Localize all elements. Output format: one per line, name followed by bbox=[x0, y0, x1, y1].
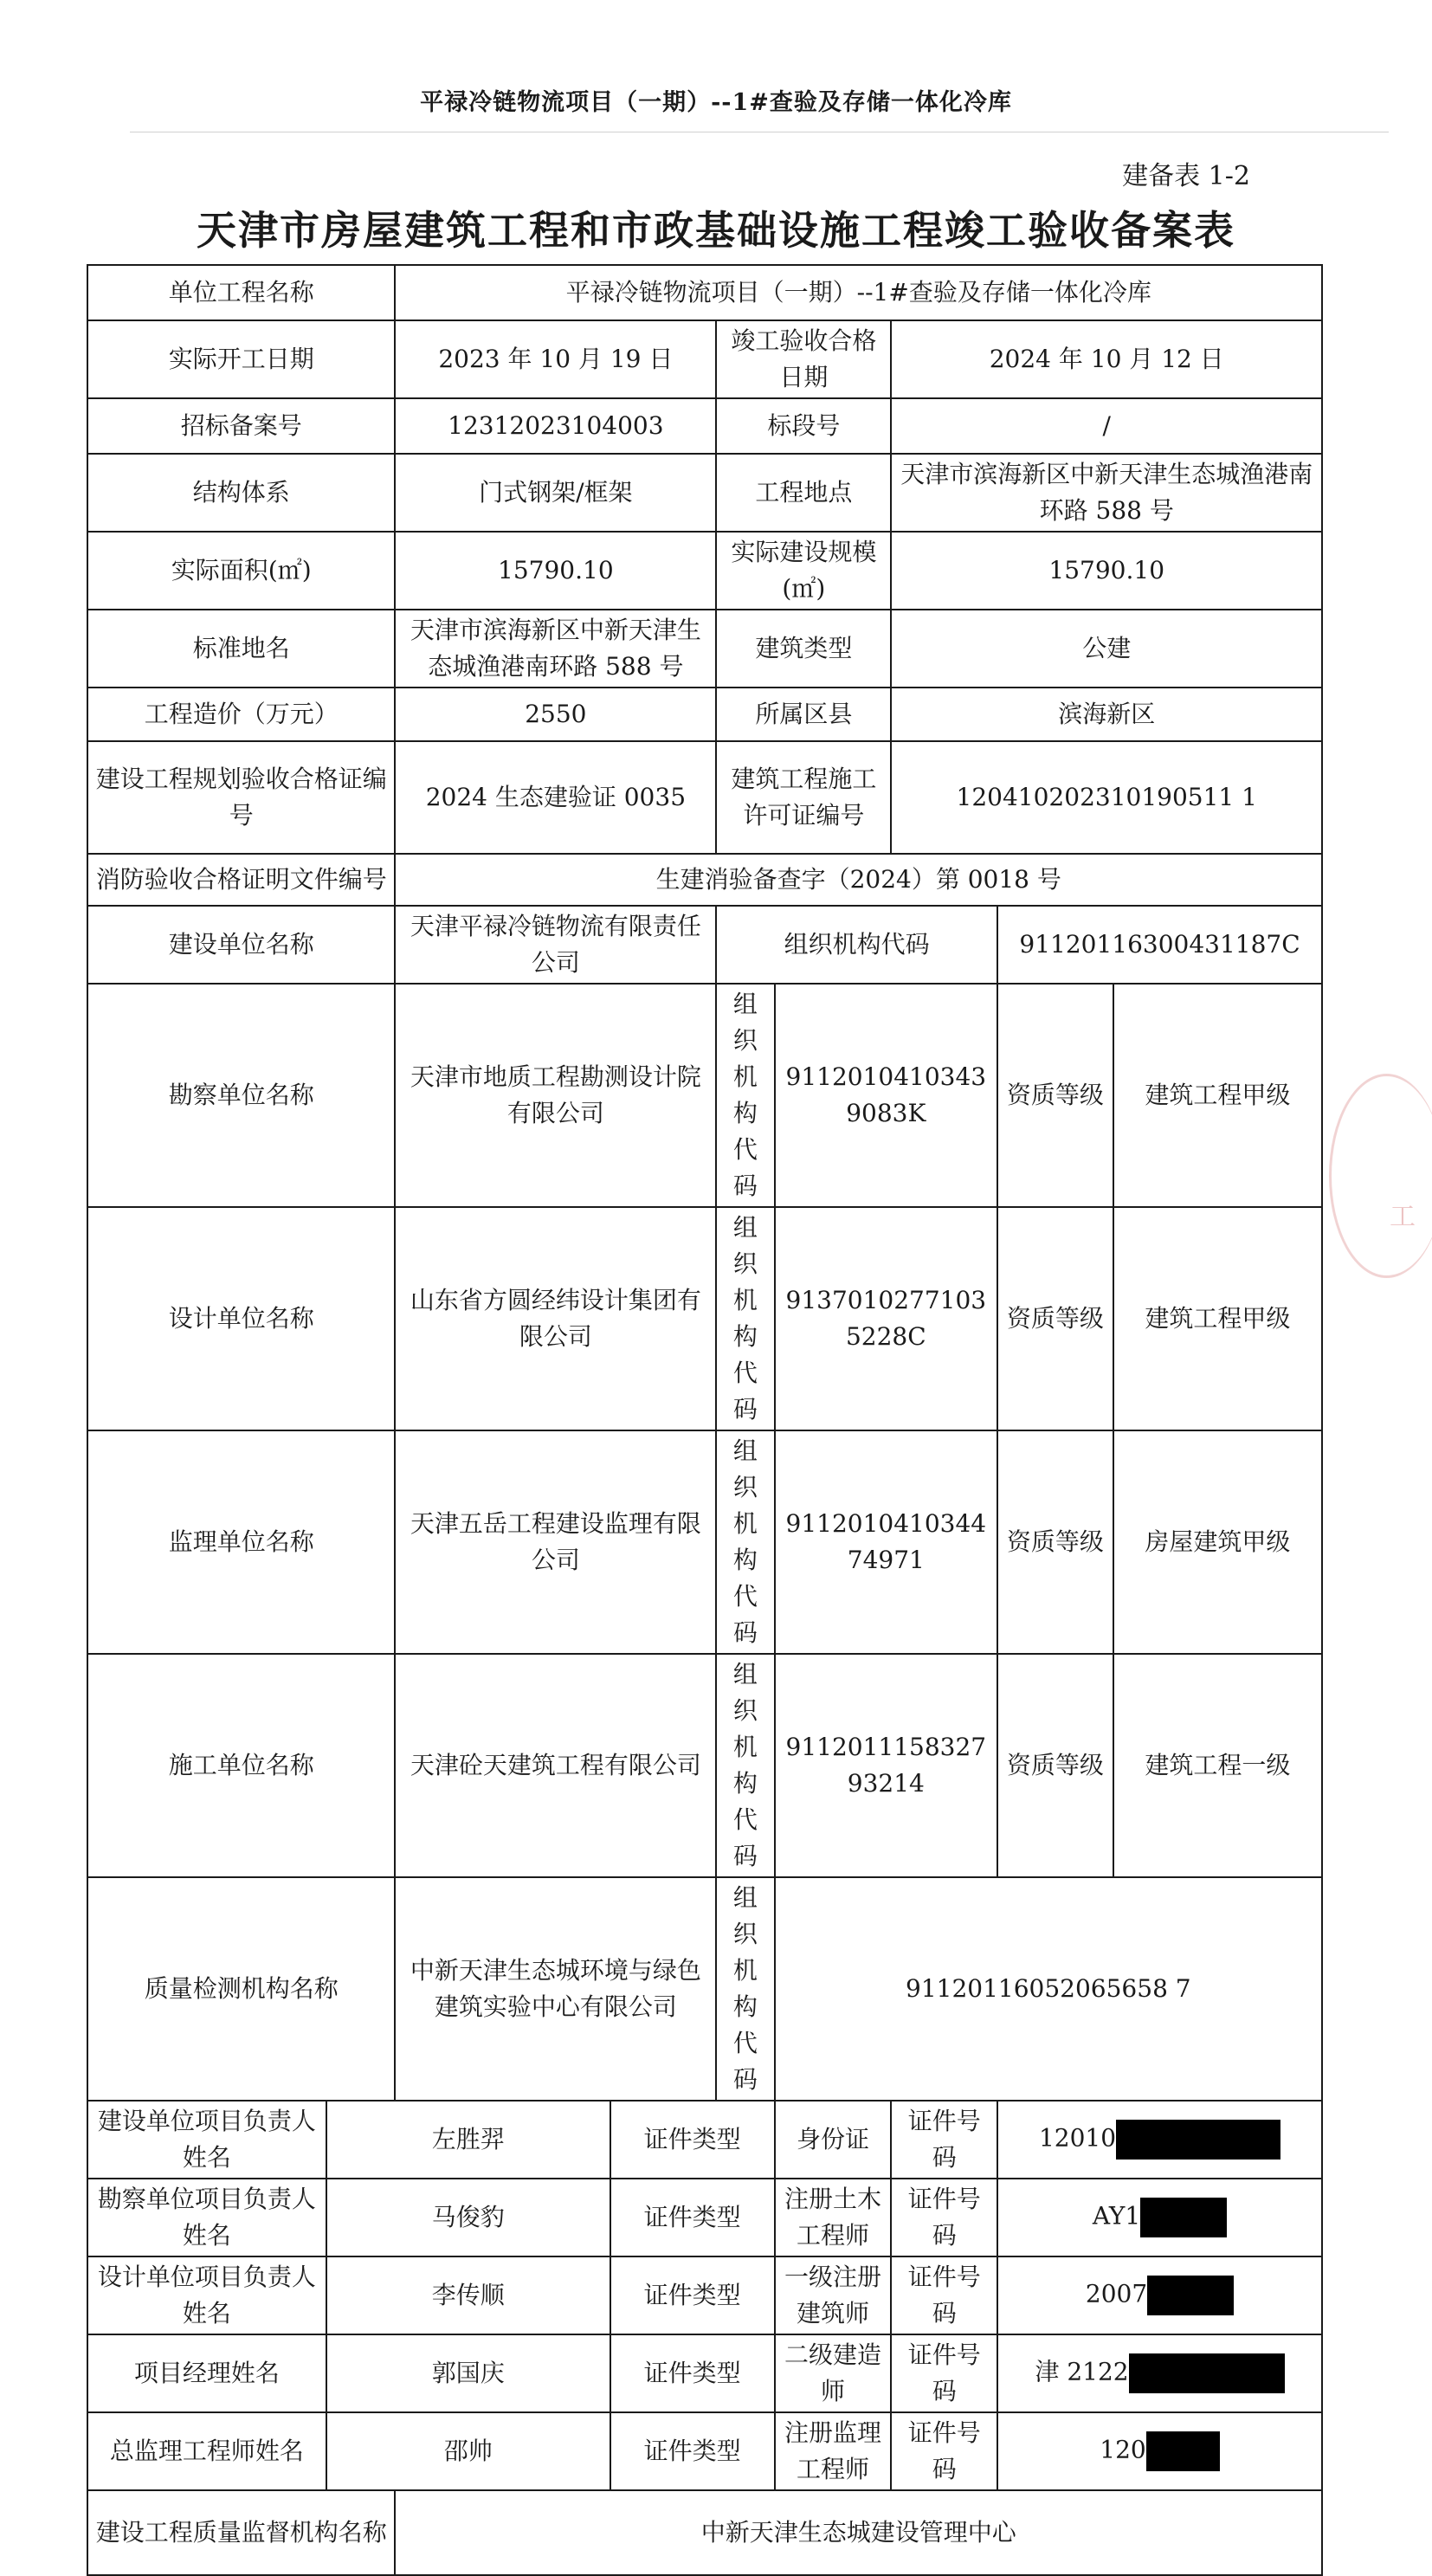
label-cert-no: 证件号码 bbox=[891, 2101, 997, 2179]
value-cert-type: 注册监理工程师 bbox=[775, 2412, 892, 2490]
row-place-name bbox=[87, 610, 1322, 688]
label-unit-project-name: 单位工程名称 bbox=[87, 265, 395, 320]
value-quality-supervision-agency: 中新天津生态城建设管理中心 bbox=[395, 2490, 1322, 2575]
row-builder-unit bbox=[87, 906, 1322, 984]
value-actual-start-date: 2023 年 10 月 19 日 bbox=[395, 320, 716, 398]
value-testing-org-code: 91120116052065658 7 bbox=[775, 1877, 1322, 2101]
label-section-no: 标段号 bbox=[716, 398, 891, 454]
person-name: 李传顺 bbox=[326, 2256, 610, 2334]
value-building-type: 公建 bbox=[891, 610, 1322, 688]
label-cert-no: 证件号码 bbox=[891, 2256, 997, 2334]
label-actual-scale: 实际建设规模(㎡) bbox=[716, 532, 891, 610]
label-design-qualification: 资质等级 bbox=[997, 1207, 1113, 1430]
redaction-block bbox=[1146, 2431, 1220, 2471]
label-person-role: 项目经理姓名 bbox=[87, 2334, 326, 2412]
value-supervision-unit-name: 天津五岳工程建设监理有限公司 bbox=[395, 1430, 716, 1654]
value-district: 滨海新区 bbox=[891, 688, 1322, 741]
label-cert-type: 证件类型 bbox=[610, 2334, 775, 2412]
value-unit-project-name: 平禄冷链物流项目（一期）--1#查验及存储一体化冷库 bbox=[395, 265, 1322, 320]
value-project-location: 天津市滨海新区中新天津生态城渔港南环路 588 号 bbox=[891, 454, 1322, 532]
label-cert-type: 证件类型 bbox=[610, 2101, 775, 2179]
label-tender-record-no: 招标备案号 bbox=[87, 398, 395, 454]
value-project-cost: 2550 bbox=[395, 688, 716, 741]
value-actual-area: 15790.10 bbox=[395, 532, 716, 610]
label-cert-type: 证件类型 bbox=[610, 2179, 775, 2256]
label-cert-no: 证件号码 bbox=[891, 2412, 997, 2490]
redaction-block bbox=[1129, 2353, 1285, 2393]
cert-no-visible: 120 bbox=[1100, 2435, 1146, 2464]
row-person-design bbox=[87, 2256, 1322, 2334]
value-structure-system: 门式钢架/框架 bbox=[395, 454, 716, 532]
redaction-block bbox=[1116, 2120, 1280, 2160]
value-cert-no bbox=[997, 2256, 1322, 2334]
value-survey-org-code: 91120104103439083K bbox=[775, 984, 997, 1207]
cert-no-visible: AY1 bbox=[1092, 2201, 1141, 2231]
row-person-chief-supervisor bbox=[87, 2412, 1322, 2490]
label-fire-cert-no: 消防验收合格证明文件编号 bbox=[87, 854, 395, 906]
label-supervision-org-code: 组织机构代码 bbox=[716, 1430, 774, 1654]
person-name: 郭国庆 bbox=[326, 2334, 610, 2412]
row-unit-project-name bbox=[87, 265, 1322, 320]
row-dates bbox=[87, 320, 1322, 398]
red-seal-stamp bbox=[1329, 1074, 1432, 1278]
label-survey-org-code: 组织机构代码 bbox=[716, 984, 774, 1207]
label-design-org-code: 组织机构代码 bbox=[716, 1207, 774, 1430]
label-quality-supervision-agency: 建设工程质量监督机构名称 bbox=[87, 2490, 395, 2575]
value-survey-qualification: 建筑工程甲级 bbox=[1113, 984, 1322, 1207]
value-cert-type: 一级注册建筑师 bbox=[775, 2256, 892, 2334]
label-acceptance-date: 竣工验收合格日期 bbox=[716, 320, 891, 398]
person-name: 邵帅 bbox=[326, 2412, 610, 2490]
redaction-block bbox=[1140, 2198, 1227, 2237]
label-person-role: 建设单位项目负责人姓名 bbox=[87, 2101, 326, 2179]
label-construction-permit-no: 建筑工程施工许可证编号 bbox=[716, 741, 891, 854]
row-design-unit bbox=[87, 1207, 1322, 1430]
seal-text: 工 bbox=[1390, 1202, 1416, 1232]
value-design-qualification: 建筑工程甲级 bbox=[1113, 1207, 1322, 1430]
label-planning-cert-no: 建设工程规划验收合格证编号 bbox=[87, 741, 395, 854]
value-construction-unit-name: 天津砼天建筑工程有限公司 bbox=[395, 1654, 716, 1877]
label-supervision-unit-name: 监理单位名称 bbox=[87, 1430, 395, 1654]
row-person-survey bbox=[87, 2179, 1322, 2256]
person-name: 马俊豹 bbox=[326, 2179, 610, 2256]
label-project-cost: 工程造价（万元） bbox=[87, 688, 395, 741]
label-survey-unit-name: 勘察单位名称 bbox=[87, 984, 395, 1207]
value-construction-permit-no: 120410202310190511 1 bbox=[891, 741, 1322, 854]
label-cert-type: 证件类型 bbox=[610, 2256, 775, 2334]
label-building-type: 建筑类型 bbox=[716, 610, 891, 688]
cert-no-visible: 2007 bbox=[1085, 2279, 1148, 2308]
redaction-block bbox=[1147, 2276, 1234, 2315]
value-fire-cert-no: 生建消验备查字（2024）第 0018 号 bbox=[395, 854, 1322, 906]
row-fire-cert bbox=[87, 854, 1322, 906]
label-person-role: 设计单位项目负责人姓名 bbox=[87, 2256, 326, 2334]
value-cert-type: 注册土木工程师 bbox=[775, 2179, 892, 2256]
value-survey-unit-name: 天津市地质工程勘测设计院有限公司 bbox=[395, 984, 716, 1207]
value-actual-scale: 15790.10 bbox=[891, 532, 1322, 610]
row-structure bbox=[87, 454, 1322, 532]
value-builder-name: 天津平禄冷链物流有限责任公司 bbox=[395, 906, 716, 984]
row-testing-agency bbox=[87, 1877, 1322, 2101]
value-cert-no bbox=[997, 2179, 1322, 2256]
value-design-org-code: 91370102771035228C bbox=[775, 1207, 997, 1430]
label-design-unit-name: 设计单位名称 bbox=[87, 1207, 395, 1430]
value-testing-agency-name: 中新天津生态城环境与绿色建筑实验中心有限公司 bbox=[395, 1877, 716, 2101]
label-construction-qualification: 资质等级 bbox=[997, 1654, 1113, 1877]
label-person-role: 总监理工程师姓名 bbox=[87, 2412, 326, 2490]
label-actual-start-date: 实际开工日期 bbox=[87, 320, 395, 398]
value-supervision-qualification: 房屋建筑甲级 bbox=[1113, 1430, 1322, 1654]
value-cert-no bbox=[997, 2334, 1322, 2412]
row-area bbox=[87, 532, 1322, 610]
label-cert-type: 证件类型 bbox=[610, 2412, 775, 2490]
value-design-unit-name: 山东省方圆经纬设计集团有限公司 bbox=[395, 1207, 716, 1430]
cert-no-visible: 津 2122 bbox=[1035, 2357, 1129, 2386]
label-testing-org-code: 组织机构代码 bbox=[716, 1877, 774, 2101]
label-structure-system: 结构体系 bbox=[87, 454, 395, 532]
label-actual-area: 实际面积(㎡) bbox=[87, 532, 395, 610]
value-supervision-org-code: 911201041034474971 bbox=[775, 1430, 997, 1654]
label-standard-place-name: 标准地名 bbox=[87, 610, 395, 688]
label-survey-qualification: 资质等级 bbox=[997, 984, 1113, 1207]
row-tender bbox=[87, 398, 1322, 454]
label-supervision-qualification: 资质等级 bbox=[997, 1430, 1113, 1654]
value-standard-place-name: 天津市滨海新区中新天津生态城渔港南环路 588 号 bbox=[395, 610, 716, 688]
row-person-builder bbox=[87, 2101, 1322, 2179]
label-person-role: 勘察单位项目负责人姓名 bbox=[87, 2179, 326, 2256]
value-acceptance-date: 2024 年 10 月 12 日 bbox=[891, 320, 1322, 398]
cert-no-visible: 12010 bbox=[1038, 2123, 1117, 2153]
label-cert-no: 证件号码 bbox=[891, 2179, 997, 2256]
value-tender-record-no: 12312023104003 bbox=[395, 398, 716, 454]
value-cert-no bbox=[997, 2101, 1322, 2179]
value-builder-org-code: 91120116300431187C bbox=[997, 906, 1322, 984]
label-district: 所属区县 bbox=[716, 688, 891, 741]
page-header: 平禄冷链物流项目（一期）--1#查验及存储一体化冷库 bbox=[420, 89, 1012, 116]
label-cert-no: 证件号码 bbox=[891, 2334, 997, 2412]
row-person-project-manager bbox=[87, 2334, 1322, 2412]
row-quality-supervision bbox=[87, 2490, 1322, 2575]
row-supervision-unit bbox=[87, 1430, 1322, 1654]
value-planning-cert-no: 2024 生态建验证 0035 bbox=[395, 741, 716, 854]
value-section-no: / bbox=[891, 398, 1322, 454]
value-construction-org-code: 911201115832793214 bbox=[775, 1654, 997, 1877]
person-name: 左胜羿 bbox=[326, 2101, 610, 2179]
label-builder-org-code: 组织机构代码 bbox=[716, 906, 997, 984]
value-cert-no bbox=[997, 2412, 1322, 2490]
value-construction-qualification: 建筑工程一级 bbox=[1113, 1654, 1322, 1877]
label-project-location: 工程地点 bbox=[716, 454, 891, 532]
value-cert-type: 二级建造师 bbox=[775, 2334, 892, 2412]
label-builder-name: 建设单位名称 bbox=[87, 906, 395, 984]
value-cert-type: 身份证 bbox=[775, 2101, 892, 2179]
label-construction-unit-name: 施工单位名称 bbox=[87, 1654, 395, 1877]
form-number: 建备表 1-2 bbox=[1122, 161, 1250, 191]
row-survey-unit bbox=[87, 984, 1322, 1207]
document-title: 天津市房屋建筑工程和市政基础设施工程竣工验收备案表 bbox=[197, 207, 1235, 254]
row-construction-unit bbox=[87, 1654, 1322, 1877]
record-form-table bbox=[87, 264, 1323, 2576]
label-construction-org-code: 组织机构代码 bbox=[716, 1654, 774, 1877]
row-certificates bbox=[87, 741, 1322, 854]
label-testing-agency-name: 质量检测机构名称 bbox=[87, 1877, 395, 2101]
row-cost bbox=[87, 688, 1322, 741]
